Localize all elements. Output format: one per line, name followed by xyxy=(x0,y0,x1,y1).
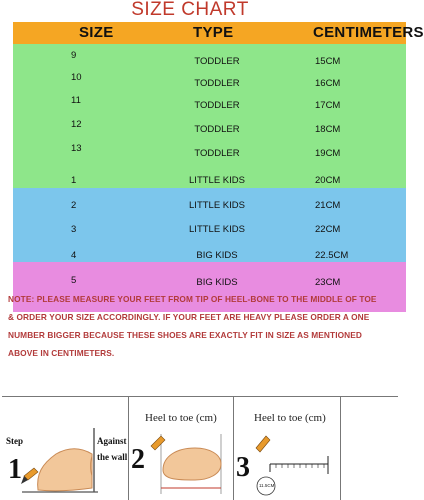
type-cell: TODDLER xyxy=(194,100,240,111)
size-cell: 3 xyxy=(71,224,77,235)
size-cell: 13 xyxy=(71,143,82,154)
foot-against-wall-icon xyxy=(18,424,100,494)
type-cell: TODDLER xyxy=(194,148,240,159)
note-line: NUMBER BIGGER BECAUSE THESE SHOES ARE EXACTLY FIT IN SIZE AS MENTIONED xyxy=(8,330,362,340)
cm-cell: 18CM xyxy=(315,124,341,135)
measurement-note xyxy=(8,290,400,362)
table-header xyxy=(13,22,424,44)
wall-label: the wall xyxy=(97,452,128,462)
against-label: Against xyxy=(97,436,127,446)
type-cell: TODDLER xyxy=(194,78,240,89)
type-cell: LITTLE KIDS xyxy=(189,224,245,235)
step-1-panel xyxy=(0,396,128,500)
table-row xyxy=(13,142,406,164)
foot-top-view-icon xyxy=(147,430,231,496)
step-number-1: 1 xyxy=(8,454,22,485)
size-cell: 9 xyxy=(71,50,77,61)
type-cell: LITTLE KIDS xyxy=(189,200,245,211)
cm-cell: 19CM xyxy=(315,148,341,159)
cm-cell: 22.5CM xyxy=(315,250,349,261)
note-line: NOTE: PLEASE MEASURE YOUR FEET FROM TIP OF HEEL-BONE TO THE MIDDLE OF TOE xyxy=(8,294,377,304)
type-cell: TODDLER xyxy=(194,56,240,67)
cm-cell: 22CM xyxy=(315,224,341,235)
step-number-2: 2 xyxy=(131,444,145,475)
size-cell: 5 xyxy=(71,275,77,286)
size-cell: 4 xyxy=(71,250,77,261)
heel-to-toe-label: Heel to toe (cm) xyxy=(145,412,217,424)
type-cell: LITTLE KIDS xyxy=(189,175,245,186)
page-title: SIZE CHART xyxy=(131,0,249,20)
heel-to-toe-label: Heel to toe (cm) xyxy=(254,412,326,424)
cm-cell: 21CM xyxy=(315,200,341,211)
type-cell: BIG KIDS xyxy=(196,250,238,261)
step-3-panel xyxy=(234,396,340,500)
measurement-steps xyxy=(0,396,406,500)
type-cell: BIG KIDS xyxy=(196,277,238,288)
size-cell: 1 xyxy=(71,175,77,186)
step-label: Step xyxy=(6,436,24,446)
table-row xyxy=(13,245,406,267)
note-line: ABOVE IN CENTIMETERS. xyxy=(8,348,115,358)
cm-cell: 20CM xyxy=(315,175,341,186)
step-number-3: 3 xyxy=(236,452,250,483)
header-size: SIZE xyxy=(79,24,114,41)
size-cell: 10 xyxy=(71,72,82,83)
cm-cell: 23CM xyxy=(315,277,341,288)
table-row xyxy=(13,94,406,116)
step-divider xyxy=(340,396,341,500)
table-row xyxy=(13,219,406,241)
table-row xyxy=(13,50,406,72)
cm-cell: 15CM xyxy=(315,56,341,67)
header-type: TYPE xyxy=(193,24,234,41)
table-row xyxy=(13,72,406,94)
table-row xyxy=(13,170,406,192)
ruler-value: 11.5CM xyxy=(259,483,275,488)
size-cell: 2 xyxy=(71,200,77,211)
cm-cell: 16CM xyxy=(315,78,341,89)
table-row xyxy=(13,118,406,140)
type-cell: TODDLER xyxy=(194,124,240,135)
note-line: & ORDER YOUR SIZE ACCORDINGLY. IF YOUR FEET ARE HEAVY PLEASE ORDER A ONE xyxy=(8,312,370,322)
size-cell: 11 xyxy=(71,95,81,106)
table-row xyxy=(13,195,406,217)
step-2-panel xyxy=(129,396,233,500)
header-centimeters: CENTIMETERS xyxy=(313,24,424,41)
cm-cell: 17CM xyxy=(315,100,341,111)
size-cell: 12 xyxy=(71,119,82,130)
